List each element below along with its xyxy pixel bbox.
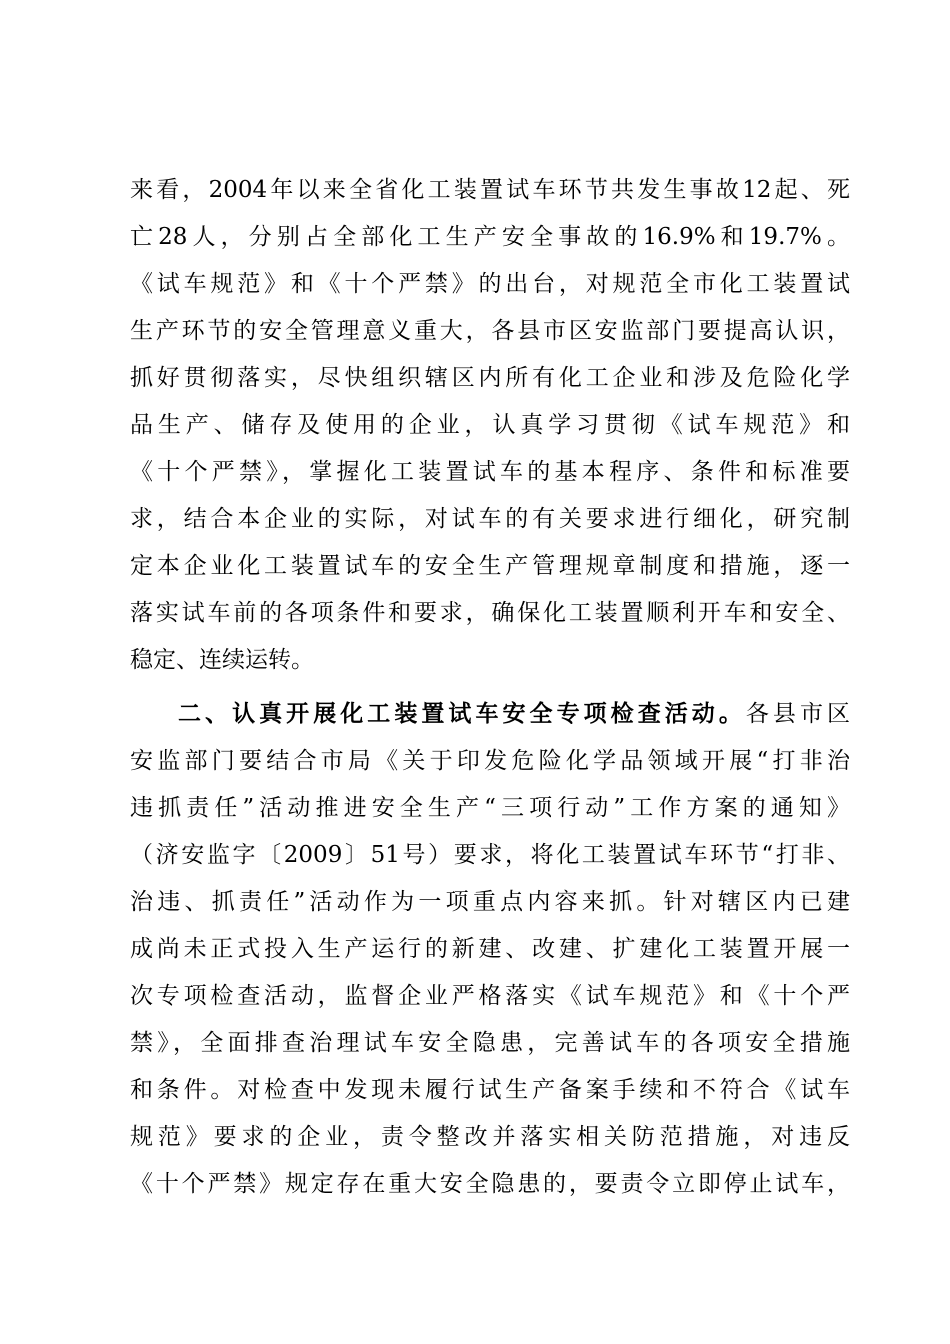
- text-line: 禁》，全面排查治理试车安全隐患，完善试车的各项安全措施: [130, 1030, 850, 1056]
- text-run: 各县市区: [745, 701, 851, 727]
- text-line: 定本企业化工装置试车的安全生产管理规章制度和措施，逐一: [130, 553, 850, 579]
- text-line: 次专项检查活动，监督企业严格落实《试车规范》和《十个严: [130, 983, 850, 1009]
- text-line: 求，结合本企业的实际，对试车的有关要求进行细化，研究制: [130, 506, 850, 532]
- text-line: 《十个严禁》，掌握化工装置试车的基本程序、条件和标准要: [130, 459, 850, 485]
- text-line: 稳定、连续运转。: [130, 647, 314, 673]
- text-line: 违抓责任”活动推进安全生产“三项行动”工作方案的通知》: [130, 795, 850, 821]
- text-line: 品生产、储存及使用的企业，认真学习贯彻《试车规范》和: [130, 412, 850, 438]
- text-line: 生产环节的安全管理意义重大，各县市区安监部门要提高认识，: [130, 318, 850, 344]
- text-line: 来看，2004年以来全省化工装置试车环节共发生事故12起、死: [130, 177, 850, 203]
- text-line: 《十个严禁》规定存在重大安全隐患的，要责令立即停止试车，: [130, 1171, 850, 1197]
- text-line: 规范》要求的企业，责令整改并落实相关防范措施，对违反: [130, 1124, 850, 1150]
- text-line: 安监部门要结合市局《关于印发危险化学品领域开展“打非治: [130, 748, 850, 774]
- text-line: 和条件。对检查中发现未履行试生产备案手续和不符合《试车: [130, 1077, 850, 1103]
- text-line: 抓好贯彻落实，尽快组织辖区内所有化工企业和涉及危险化学: [130, 365, 850, 391]
- section-heading-line: [178, 690, 850, 738]
- text-line: 亡28人，分别占全部化工生产安全事故的16.9%和19.7%。: [130, 224, 850, 250]
- text-line: 《试车规范》和《十个严禁》的出台，对规范全市化工装置试: [130, 271, 850, 297]
- text-line: 落实试车前的各项条件和要求，确保化工装置顺利开车和安全、: [130, 600, 850, 626]
- text-line: 治违、抓责任”活动作为一项重点内容来抓。针对辖区内已建: [130, 889, 850, 915]
- section-heading: 二、认真开展化工装置试车安全专项检查活动。: [178, 700, 746, 727]
- text-line: （济安监字〔2009〕51号）要求，将化工装置试车环节“打非、: [130, 842, 850, 868]
- text-line: 成尚未正式投入生产运行的新建、改建、扩建化工装置开展一: [130, 936, 850, 962]
